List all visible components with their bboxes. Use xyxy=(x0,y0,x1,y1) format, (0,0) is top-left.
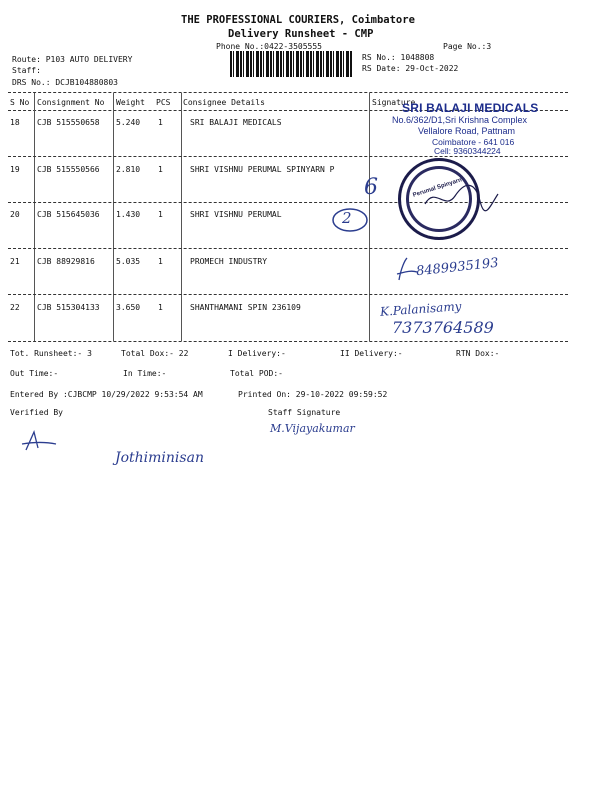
rtn-dox: RTN Dox:- xyxy=(456,349,500,358)
row-consignment-no: CJB 515550658 xyxy=(37,118,100,127)
col-consignee: Consignee Details xyxy=(183,98,265,107)
row-weight: 5.240 xyxy=(116,118,141,127)
rs-date: RS Date: 29-Oct-2022 xyxy=(362,64,459,73)
row-weight: 3.650 xyxy=(116,303,141,312)
col-consignment: Consignment No xyxy=(37,98,105,107)
col-pcs: PCS xyxy=(156,98,171,107)
row-pcs: 1 xyxy=(158,165,163,174)
verified-by: Verified By xyxy=(10,408,63,417)
table-bottom-rule xyxy=(8,341,568,342)
entered-by: Entered By :CJBCMP 10/29/2022 9:53:54 AM xyxy=(10,390,203,399)
row-consignment-no: CJB 515550566 xyxy=(37,165,100,174)
row-consignment-no: CJB 515645036 xyxy=(37,210,100,219)
balaji-stamp-name: SRI BALAJI MEDICALS xyxy=(402,101,539,115)
page-number: Page No.:3 xyxy=(443,42,492,51)
signature-scribble xyxy=(420,176,500,216)
row-consignee: SHANTHAMANI SPIN 236109 xyxy=(190,303,301,312)
row-pcs: 1 xyxy=(158,257,163,266)
first-delivery: I Delivery:- xyxy=(228,349,286,358)
staff: Staff: xyxy=(12,66,41,75)
row-pcs: 1 xyxy=(158,303,163,312)
second-delivery: II Delivery:- xyxy=(340,349,403,358)
row-weight: 2.810 xyxy=(116,165,141,174)
row-sno: 20 xyxy=(10,210,20,219)
handwritten-phone: 8489935193 xyxy=(415,255,500,280)
handwritten-name: K.Palanisamy xyxy=(379,299,462,319)
row-rule xyxy=(8,248,568,249)
balaji-stamp-address: Coimbatore - 641 016 xyxy=(432,137,515,147)
printed-on: Printed On: 29-10-2022 09:59:52 xyxy=(238,390,388,399)
handwritten-mark: 6 xyxy=(364,175,378,200)
row-weight: 1.430 xyxy=(116,210,141,219)
col-weight: Weight xyxy=(116,98,145,107)
col-divider xyxy=(34,93,35,341)
row-sno: 19 xyxy=(10,165,20,174)
row-consignee: PROMECH INDUSTRY xyxy=(190,257,268,266)
row-consignment-no: CJB 88929816 xyxy=(37,257,95,266)
total-runsheet: Tot. Runsheet:- 3 xyxy=(10,349,92,358)
row-sno: 22 xyxy=(10,303,20,312)
in-time: In Time:- xyxy=(123,369,167,378)
route: Route: P103 AUTO DELIVERY xyxy=(12,55,133,64)
rs-number: RS No.: 1048808 xyxy=(362,53,435,62)
runsheet-title: Delivery Runsheet - CMP xyxy=(228,28,374,40)
drs-number: DRS No.: DCJB104880803 xyxy=(12,78,118,87)
balaji-stamp-phone: Cell: 9360344224 xyxy=(434,146,501,156)
row-rule xyxy=(8,294,568,295)
circled-number: 2 xyxy=(342,209,352,227)
col-divider xyxy=(181,93,182,341)
barcode xyxy=(230,51,353,77)
row-consignee: SHRI VISHNU PERUMAL SPINYARN P xyxy=(190,165,335,174)
row-sno: 21 xyxy=(10,257,20,266)
row-weight: 5.035 xyxy=(116,257,141,266)
row-pcs: 1 xyxy=(158,210,163,219)
balaji-stamp-address: Vellalore Road, Pattnam xyxy=(418,126,516,136)
row-consignee: SRI BALAJI MEDICALS xyxy=(190,118,282,127)
row-consignment-no: CJB 515304133 xyxy=(37,303,100,312)
company-title: THE PROFESSIONAL COURIERS, Coimbatore xyxy=(181,14,415,26)
col-sno: S No xyxy=(10,98,30,107)
verifier-signature: Jothiminisan xyxy=(115,450,204,466)
staff-signature-label: Staff Signature xyxy=(268,408,341,417)
row-pcs: 1 xyxy=(158,118,163,127)
balaji-stamp-address: No.6/362/D1,Sri Krishna Complex xyxy=(392,115,528,125)
staff-signature: M.Vijayakumar xyxy=(270,422,355,435)
total-dox: Total Dox:- 22 xyxy=(121,349,189,358)
phone-number: Phone No.:0422-3505555 xyxy=(216,42,322,51)
verifier-initials-scribble xyxy=(20,428,60,456)
row-rule xyxy=(8,156,568,157)
col-signature: Signature xyxy=(372,98,416,107)
total-pod: Total POD:- xyxy=(230,369,283,378)
round-seal-text: Perumal Spinyarn xyxy=(412,177,463,199)
col-divider xyxy=(113,93,114,341)
handwritten-phone: 7373764589 xyxy=(392,318,494,337)
row-sno: 18 xyxy=(10,118,20,127)
out-time: Out Time:- xyxy=(10,369,59,378)
row-consignee: SHRI VISHNU PERUMAL xyxy=(190,210,282,219)
table-top-rule xyxy=(8,92,568,93)
